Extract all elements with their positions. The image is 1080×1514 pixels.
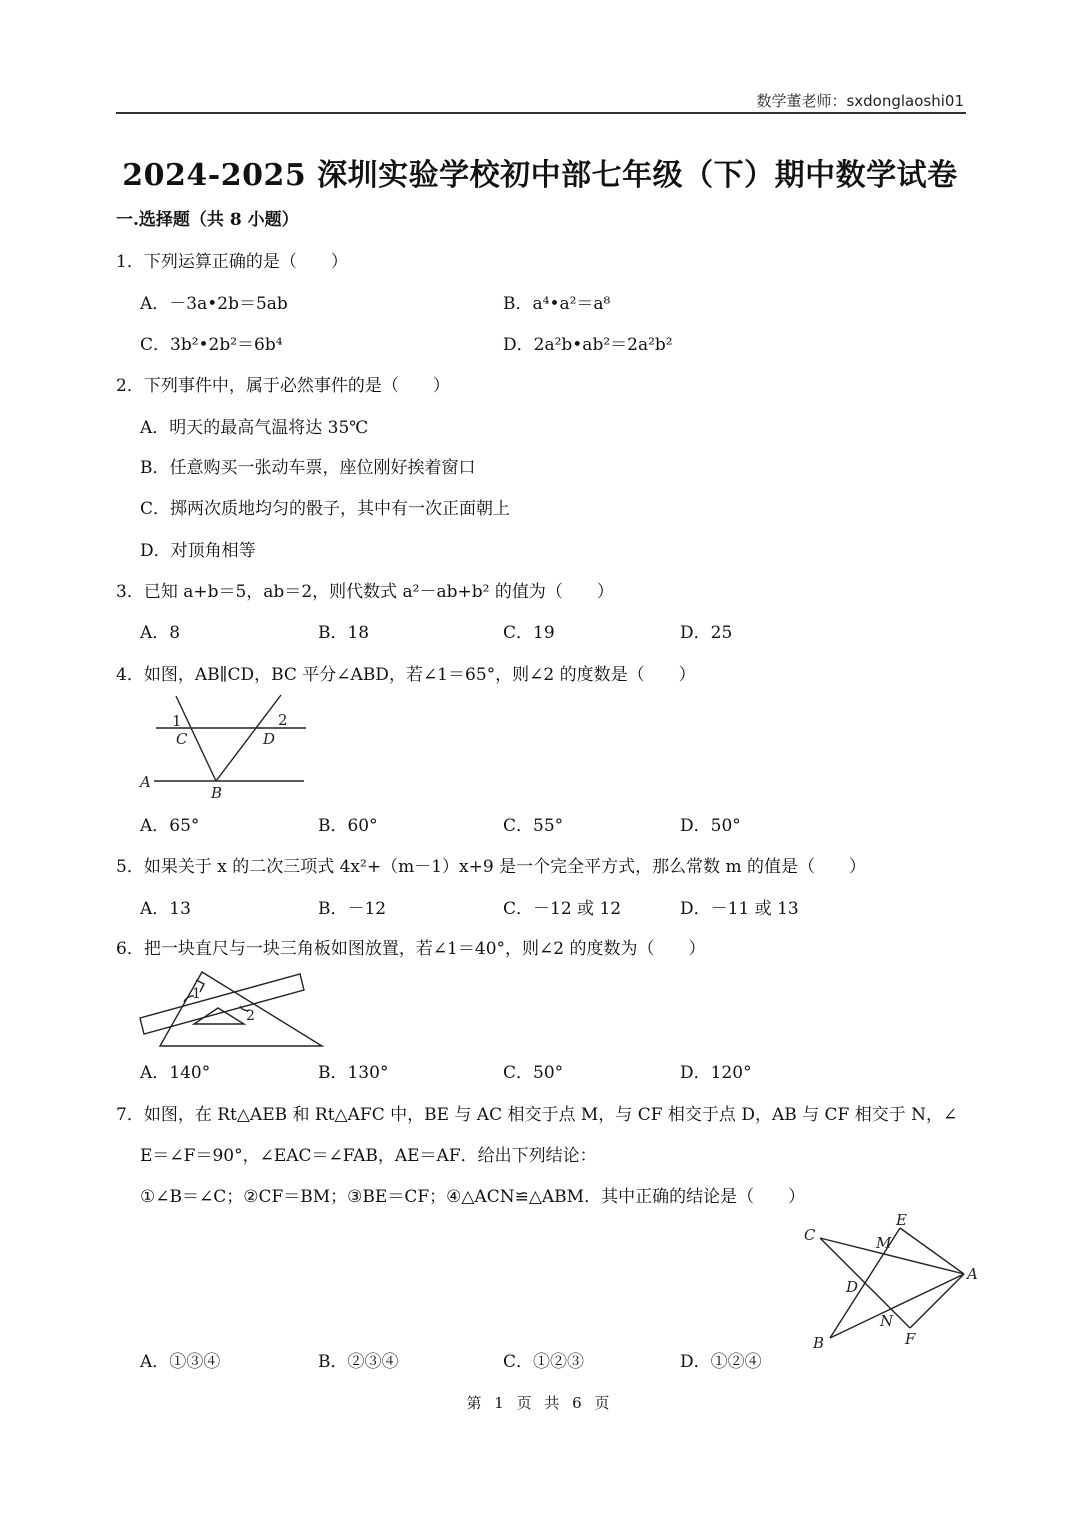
label-c: C bbox=[804, 1226, 816, 1244]
header-note: 数学董老师：sxdonglaoshi01 bbox=[756, 92, 964, 110]
question-7-option-a: A．①③④ bbox=[140, 1352, 221, 1372]
question-7-stem-line-3: ①∠B＝∠C；②CF＝BM；③BE＝CF；④△ACN≌△ABM．其中正确的结论是（ ） bbox=[140, 1187, 806, 1207]
question-5-option-a: A．13 bbox=[140, 899, 191, 919]
label-angle-1: 1 bbox=[192, 986, 201, 1002]
question-1-option-b: B．a⁴•a²＝a⁸ bbox=[503, 294, 611, 314]
segment-ca bbox=[820, 1238, 964, 1274]
label-n: N bbox=[880, 1312, 894, 1330]
question-4-option-d: D．50° bbox=[680, 816, 741, 836]
label-c: C bbox=[176, 730, 188, 748]
set-square bbox=[160, 972, 322, 1046]
question-3-option-b: B．18 bbox=[318, 623, 370, 643]
question-2-option-a: A．明天的最高气温将达 35℃ bbox=[140, 418, 369, 438]
question-5-option-c: C．－12 或 12 bbox=[503, 899, 622, 919]
question-7-option-d: D．①②④ bbox=[680, 1352, 762, 1372]
question-4-figure bbox=[136, 690, 316, 802]
question-3-option-d: D．25 bbox=[680, 623, 733, 643]
header-divider bbox=[116, 112, 966, 114]
question-7-option-b: B．②③④ bbox=[318, 1352, 399, 1372]
label-angle-1: 1 bbox=[172, 712, 182, 730]
label-f: F bbox=[905, 1330, 916, 1348]
label-angle-2: 2 bbox=[246, 1008, 255, 1024]
question-3-option-a: A．8 bbox=[140, 623, 181, 643]
page-title: 2024-2025 深圳实验学校初中部七年级（下）期中数学试卷 bbox=[122, 158, 958, 193]
label-e: E bbox=[896, 1211, 907, 1229]
ruler bbox=[140, 974, 304, 1034]
question-7-option-c: C．①②③ bbox=[503, 1352, 585, 1372]
question-7-stem-line-2: E＝∠F＝90°，∠EAC＝∠FAB，AE＝AF．给出下列结论： bbox=[140, 1146, 597, 1166]
question-2-option-c: C．掷两次质地均匀的骰子，其中有一次正面朝上 bbox=[140, 499, 511, 519]
label-b: B bbox=[211, 784, 223, 802]
question-3-option-c: C．19 bbox=[503, 623, 555, 643]
question-1-option-d: D．2a²b•ab²＝2a²b² bbox=[503, 335, 673, 355]
label-m: M bbox=[876, 1234, 892, 1252]
question-6-option-b: B．130° bbox=[318, 1063, 389, 1083]
label-a: A bbox=[967, 1265, 978, 1283]
question-6-option-d: D．120° bbox=[680, 1063, 752, 1083]
question-7-stem: 7．如图，在 Rt△AEB 和 Rt△AFC 中，BE 与 AC 相交于点 M，与 CF 相交于点 D，AB 与 CF 相交于 N，∠ bbox=[116, 1105, 958, 1125]
segment-fa bbox=[910, 1274, 964, 1328]
question-2-option-b: B．任意购买一张动车票，座位刚好挨着窗口 bbox=[140, 458, 476, 478]
question-1-option-c: C．3b²•2b²＝6b⁴ bbox=[140, 335, 283, 355]
label-b: B bbox=[813, 1334, 825, 1352]
question-5-option-d: D．－11 或 13 bbox=[680, 899, 799, 919]
question-6-figure bbox=[136, 966, 328, 1050]
question-4-stem: 4．如图，AB∥CD，BC 平分∠ABD，若∠1＝65°，则∠2 的度数是（ ） bbox=[116, 665, 696, 685]
question-4-option-a: A．65° bbox=[140, 816, 200, 836]
question-6-stem: 6．把一块直尺与一块三角板如图放置，若∠1＝40°，则∠2 的度数为（ ） bbox=[116, 939, 706, 959]
question-2-option-d: D．对顶角相等 bbox=[140, 541, 256, 561]
question-4-option-b: B．60° bbox=[318, 816, 378, 836]
label-angle-2: 2 bbox=[278, 711, 288, 729]
question-1-stem: 1．下列运算正确的是（ ） bbox=[116, 252, 348, 272]
question-4-option-c: C．55° bbox=[503, 816, 564, 836]
set-square-inner bbox=[194, 1008, 244, 1024]
question-5-stem: 5．如果关于 x 的二次三项式 4x²+（m－1）x+9 是一个完全平方式，那么常数 m 的值是（ ） bbox=[116, 857, 866, 877]
label-d: D bbox=[846, 1278, 859, 1296]
question-2-stem: 2．下列事件中，属于必然事件的是（ ） bbox=[116, 376, 450, 396]
page-footer: 第 1 页 共 6 页 bbox=[466, 1394, 614, 1412]
section-heading: 一.选择题（共 8 小题） bbox=[116, 210, 299, 230]
question-5-option-b: B．－12 bbox=[318, 899, 387, 919]
question-3-stem: 3．已知 a+b＝5，ab＝2，则代数式 a²－ab+b² 的值为（ ） bbox=[116, 582, 614, 602]
segment-ea bbox=[900, 1228, 964, 1274]
question-7-figure bbox=[800, 1210, 986, 1356]
label-a: A bbox=[140, 773, 151, 791]
question-6-option-a: A．140° bbox=[140, 1063, 211, 1083]
label-d: D bbox=[263, 730, 276, 748]
question-6-option-c: C．50° bbox=[503, 1063, 564, 1083]
question-1-option-a: A．－3a•2b＝5ab bbox=[140, 294, 288, 314]
